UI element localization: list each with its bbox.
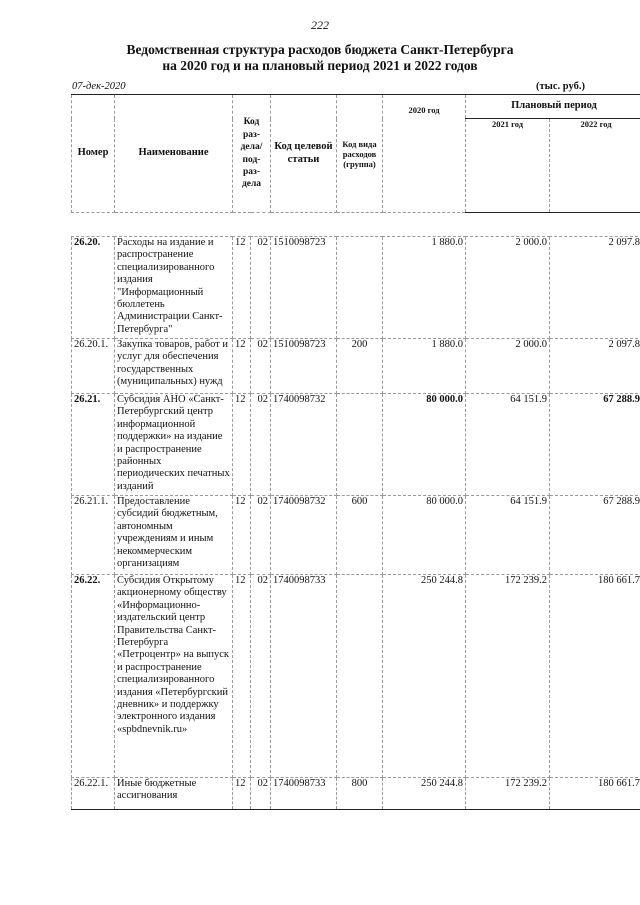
row-subsection: 02 xyxy=(251,575,271,778)
row-section: 12 xyxy=(233,339,251,394)
row-name: Предоставление субсидий бюджетным, автономным учреждениям и иным некоммерческим организациям xyxy=(115,496,233,575)
row-amount-2021: 2 000.0 xyxy=(466,237,550,339)
header-year-2022: 2022 год xyxy=(550,119,640,213)
table-row xyxy=(72,778,640,810)
row-expense-type: 800 xyxy=(337,778,383,810)
title-line-1: Ведомственная структура расходов бюджета Санкт-Петербурга xyxy=(126,42,514,57)
header-name: Наименование xyxy=(115,95,233,213)
row-amount-2020: 250 244.8 xyxy=(383,778,466,810)
table-row xyxy=(72,575,640,778)
row-number: 26.20.1. xyxy=(72,339,115,394)
row-section: 12 xyxy=(233,496,251,575)
row-amount-2021: 172 239.2 xyxy=(466,575,550,778)
table-row xyxy=(72,496,640,575)
row-name: Субсидия Открытому акционерному обществу «Информационно-издательский центр Правительства Санкт-Петербурга «Петроцентр» на выпуск и распространение специализированного издания «Петербургский дневник» и поддержку электронного издания «spbdnevnik.ru» xyxy=(115,575,233,778)
row-expense-type xyxy=(337,394,383,496)
row-number: 26.22. xyxy=(72,575,115,778)
row-section: 12 xyxy=(233,778,251,810)
row-section: 12 xyxy=(233,575,251,778)
row-subsection: 02 xyxy=(251,778,271,810)
row-amount-2022: 180 661.7 xyxy=(550,778,640,810)
row-amount-2020: 80 000.0 xyxy=(383,496,466,575)
row-name: Субсидия АНО «Санкт-Петербургский центр информационной поддержки» на издание и распространение районных периодических печатных изданий xyxy=(115,394,233,496)
row-amount-2022: 67 288.9 xyxy=(550,394,640,496)
page-number: 222 xyxy=(311,18,329,32)
row-subsection: 02 xyxy=(251,394,271,496)
row-subsection: 02 xyxy=(251,496,271,575)
table-row xyxy=(72,237,640,339)
row-target-code: 1510098723 xyxy=(271,339,337,394)
row-amount-2021: 64 151.9 xyxy=(466,496,550,575)
row-amount-2021: 64 151.9 xyxy=(466,394,550,496)
row-subsection: 02 xyxy=(251,237,271,339)
row-amount-2022: 2 097.8 xyxy=(550,237,640,339)
row-number: 26.21. xyxy=(72,394,115,496)
title-line-2: на 2020 год и на плановый период 2021 и 2022 годов xyxy=(162,58,478,73)
header-expense-type: Код вида расходов (группа) xyxy=(337,95,383,213)
row-expense-type xyxy=(337,575,383,778)
budget-table xyxy=(71,94,640,810)
row-target-code: 1740098732 xyxy=(271,496,337,575)
row-amount-2021: 172 239.2 xyxy=(466,778,550,810)
header-target-code: Код целевой статьи xyxy=(271,95,337,213)
row-number: 26.21.1. xyxy=(72,496,115,575)
row-amount-2020: 1 880.0 xyxy=(383,339,466,394)
row-section: 12 xyxy=(233,237,251,339)
row-target-code: 1740098733 xyxy=(271,575,337,778)
header-number: Номер xyxy=(72,95,115,213)
row-name: Закупка товаров, работ и услуг для обеспечения государственных (муниципальных) нужд xyxy=(115,339,233,394)
row-amount-2020: 250 244.8 xyxy=(383,575,466,778)
row-expense-type: 600 xyxy=(337,496,383,575)
row-amount-2020: 1 880.0 xyxy=(383,237,466,339)
units-label: (тыс. руб.) xyxy=(536,81,585,92)
row-target-code: 1740098733 xyxy=(271,778,337,810)
header-year-2021: 2021 год xyxy=(466,119,550,213)
header-planned-period: Плановый период xyxy=(466,95,640,119)
row-section: 12 xyxy=(233,394,251,496)
row-target-code: 1740098732 xyxy=(271,394,337,496)
row-expense-type: 200 xyxy=(337,339,383,394)
row-amount-2022: 67 288.9 xyxy=(550,496,640,575)
row-number: 26.22.1. xyxy=(72,778,115,810)
row-target-code: 1510098723 xyxy=(271,237,337,339)
row-name: Расходы на издание и распространение специализированного издания "Информационный бюллетень Администрации Санкт-Петербурга" xyxy=(115,237,233,339)
row-expense-type xyxy=(337,237,383,339)
row-subsection: 02 xyxy=(251,339,271,394)
row-amount-2022: 2 097.8 xyxy=(550,339,640,394)
header-year-2020: 2020 год xyxy=(383,95,466,213)
row-amount-2022: 180 661.7 xyxy=(550,575,640,778)
row-amount-2020: 80 000.0 xyxy=(383,394,466,496)
row-number: 26.20. xyxy=(72,237,115,339)
table-row xyxy=(72,394,640,496)
table-row xyxy=(72,339,640,394)
row-name: Иные бюджетные ассигнования xyxy=(115,778,233,810)
document-date: 07-дек-2020 xyxy=(72,81,126,92)
document-title xyxy=(0,42,640,74)
row-amount-2021: 2 000.0 xyxy=(466,339,550,394)
header-section-code: Код раз- дела/ под- раз- дела xyxy=(233,95,271,213)
